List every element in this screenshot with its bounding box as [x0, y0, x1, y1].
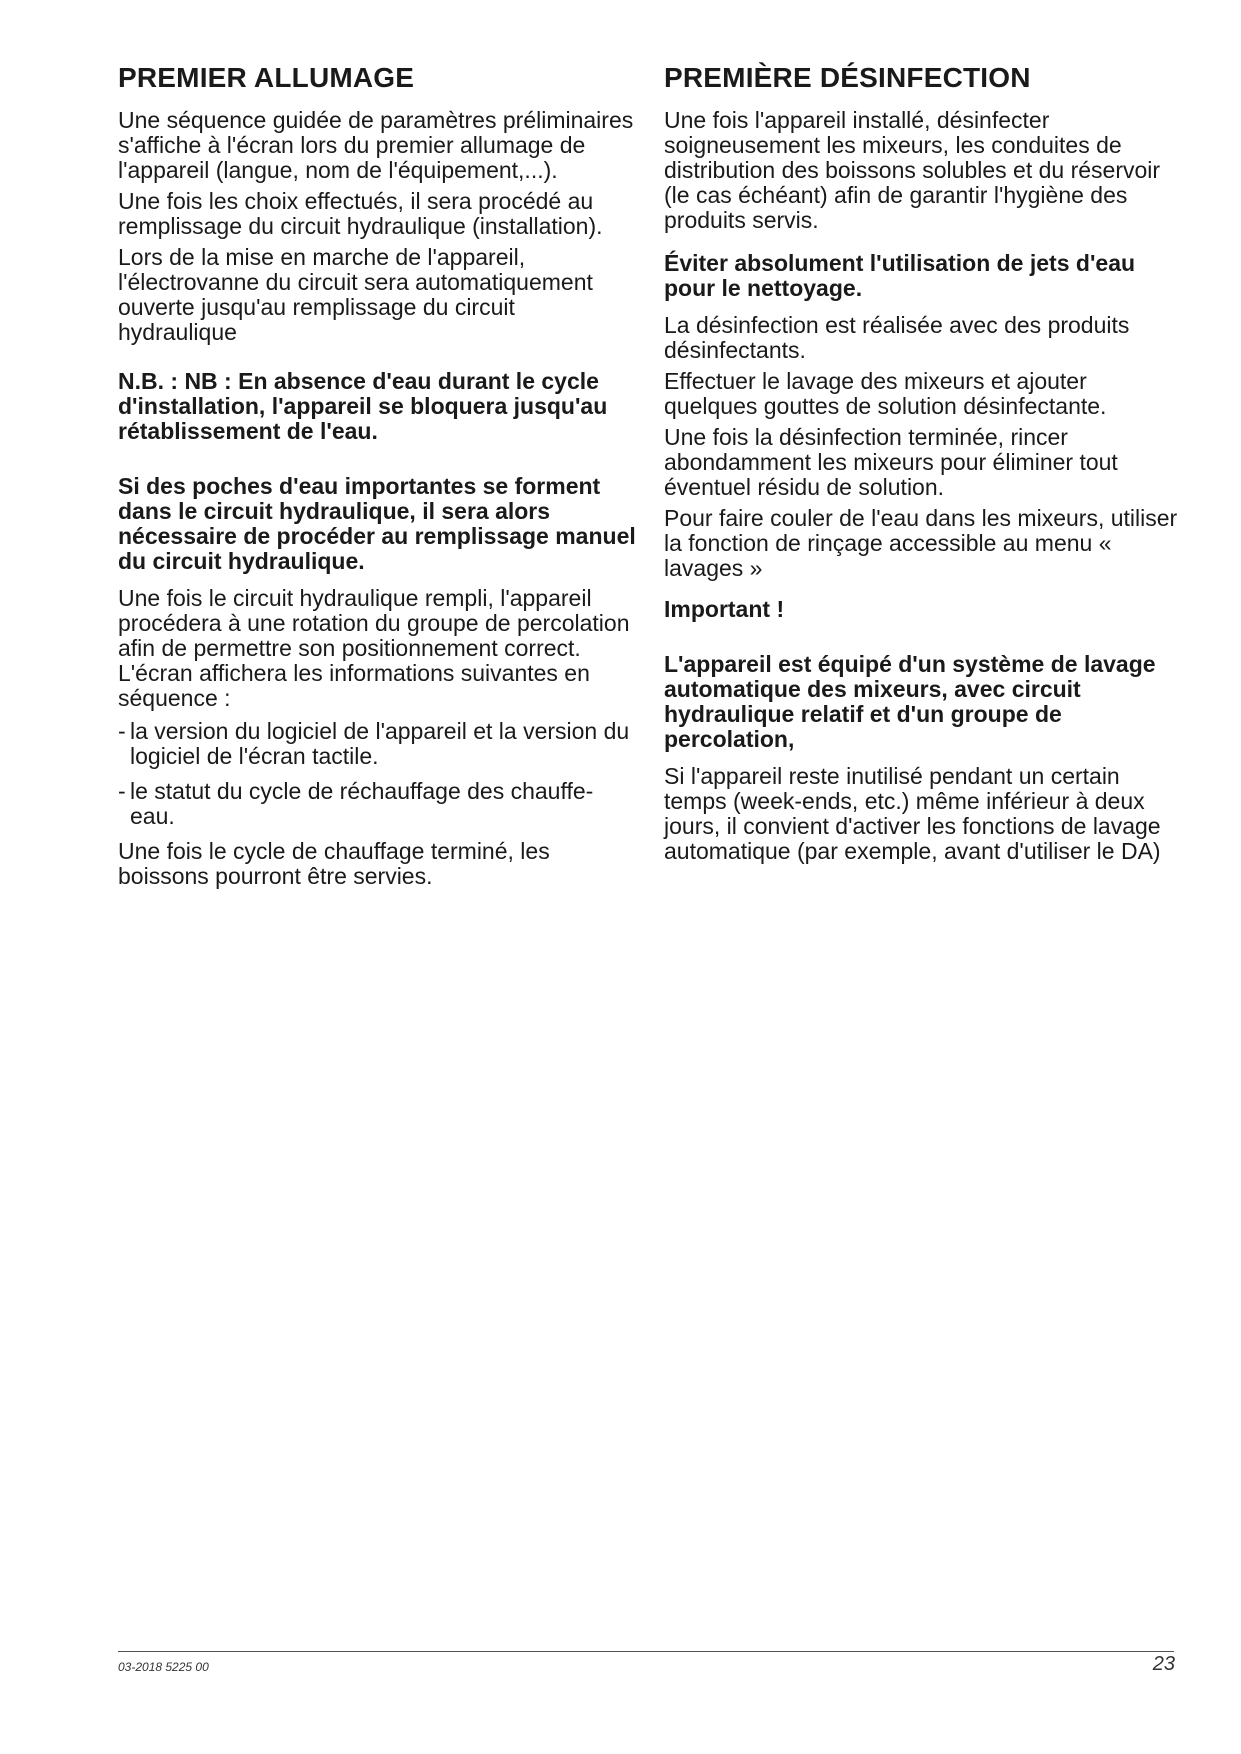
- paragraph: Si l'appareil reste inutilisé pendant un certain temps (week-ends, etc.) même inférieur à deux jours, il convient d'activer les fonctions de lavage automatique (par exemple, avant d'utiliser le DA): [664, 763, 1161, 864]
- bullet-marker: -: [118, 778, 126, 804]
- paragraph: Effectuer le lavage des mixeurs et ajouter quelques gouttes de solution désinfectante.: [664, 368, 1107, 419]
- list-item: [118, 779, 638, 829]
- paragraph: Une fois le circuit hydraulique rempli, l'appareil procédera à une rotation du groupe de percolation afin de permettre son positionnement correct. L'écran affichera les informations suivantes en séquence :: [118, 585, 630, 711]
- section-title-premiere-desinfection: PREMIÈRE DÉSINFECTION: [664, 62, 1031, 93]
- section-title-premier-allumage: PREMIER ALLUMAGE: [118, 62, 415, 93]
- warning-note: Si des poches d'eau importantes se forment dans le circuit hydraulique, il sera alors nécessaire de procéder au remplissage manuel du circuit hydraulique.: [118, 473, 636, 574]
- list-item-text: la version du logiciel de l'appareil et la version du logiciel de l'écran tactile.: [130, 718, 630, 769]
- paragraph: Une fois l'appareil installé, désinfecter soigneusement les mixeurs, les conduites de distribution des boissons solubles et du réservoir (le cas échéant) afin de garantir l'hygiène des produits servis.: [664, 107, 1161, 233]
- left-column: [118, 62, 638, 895]
- bullet-marker: -: [118, 718, 126, 744]
- important-note: L'appareil est équipé d'un système de lavage automatique des mixeurs, avec circuit hydraulique relatif et d'un groupe de percolation,: [664, 651, 1156, 752]
- document-code: 03-2018 5225 00: [118, 1660, 209, 1674]
- paragraph: Une fois le cycle de chauffage terminé, les boissons pourront être servies.: [118, 838, 550, 889]
- paragraph: Une fois la désinfection terminée, rincer abondamment les mixeurs pour éliminer tout éventuel résidu de solution.: [664, 424, 1118, 500]
- nb-note: N.B. : NB : En absence d'eau durant le cycle d'installation, l'appareil se bloquera jusqu'au rétablissement de l'eau.: [118, 368, 608, 444]
- paragraph: Une séquence guidée de paramètres préliminaires s'affiche à l'écran lors du premier allumage de l'appareil (langue, nom de l'équipement,...).: [118, 107, 634, 183]
- paragraph: La désinfection est réalisée avec des produits désinfectants.: [664, 312, 1130, 363]
- list-item-text: le statut du cycle de réchauffage des chauffe-eau.: [130, 778, 594, 829]
- important-heading: Important !: [664, 596, 785, 622]
- list-item: [118, 719, 638, 769]
- right-column: [664, 62, 1184, 870]
- footer-divider: [118, 1651, 1174, 1652]
- page-number: 23: [1152, 1653, 1175, 1675]
- paragraph: Lors de la mise en marche de l'appareil, l'électrovanne du circuit sera automatiquement ouverte jusqu'au remplissage du circuit hydraulique: [118, 244, 593, 345]
- paragraph: Pour faire couler de l'eau dans les mixeurs, utiliser la fonction de rinçage accessible au menu « lavages »: [664, 505, 1178, 581]
- warning-note: Éviter absolument l'utilisation de jets d'eau pour le nettoyage.: [664, 250, 1136, 301]
- paragraph: Une fois les choix effectués, il sera procédé au remplissage du circuit hydraulique (installation).: [118, 188, 603, 239]
